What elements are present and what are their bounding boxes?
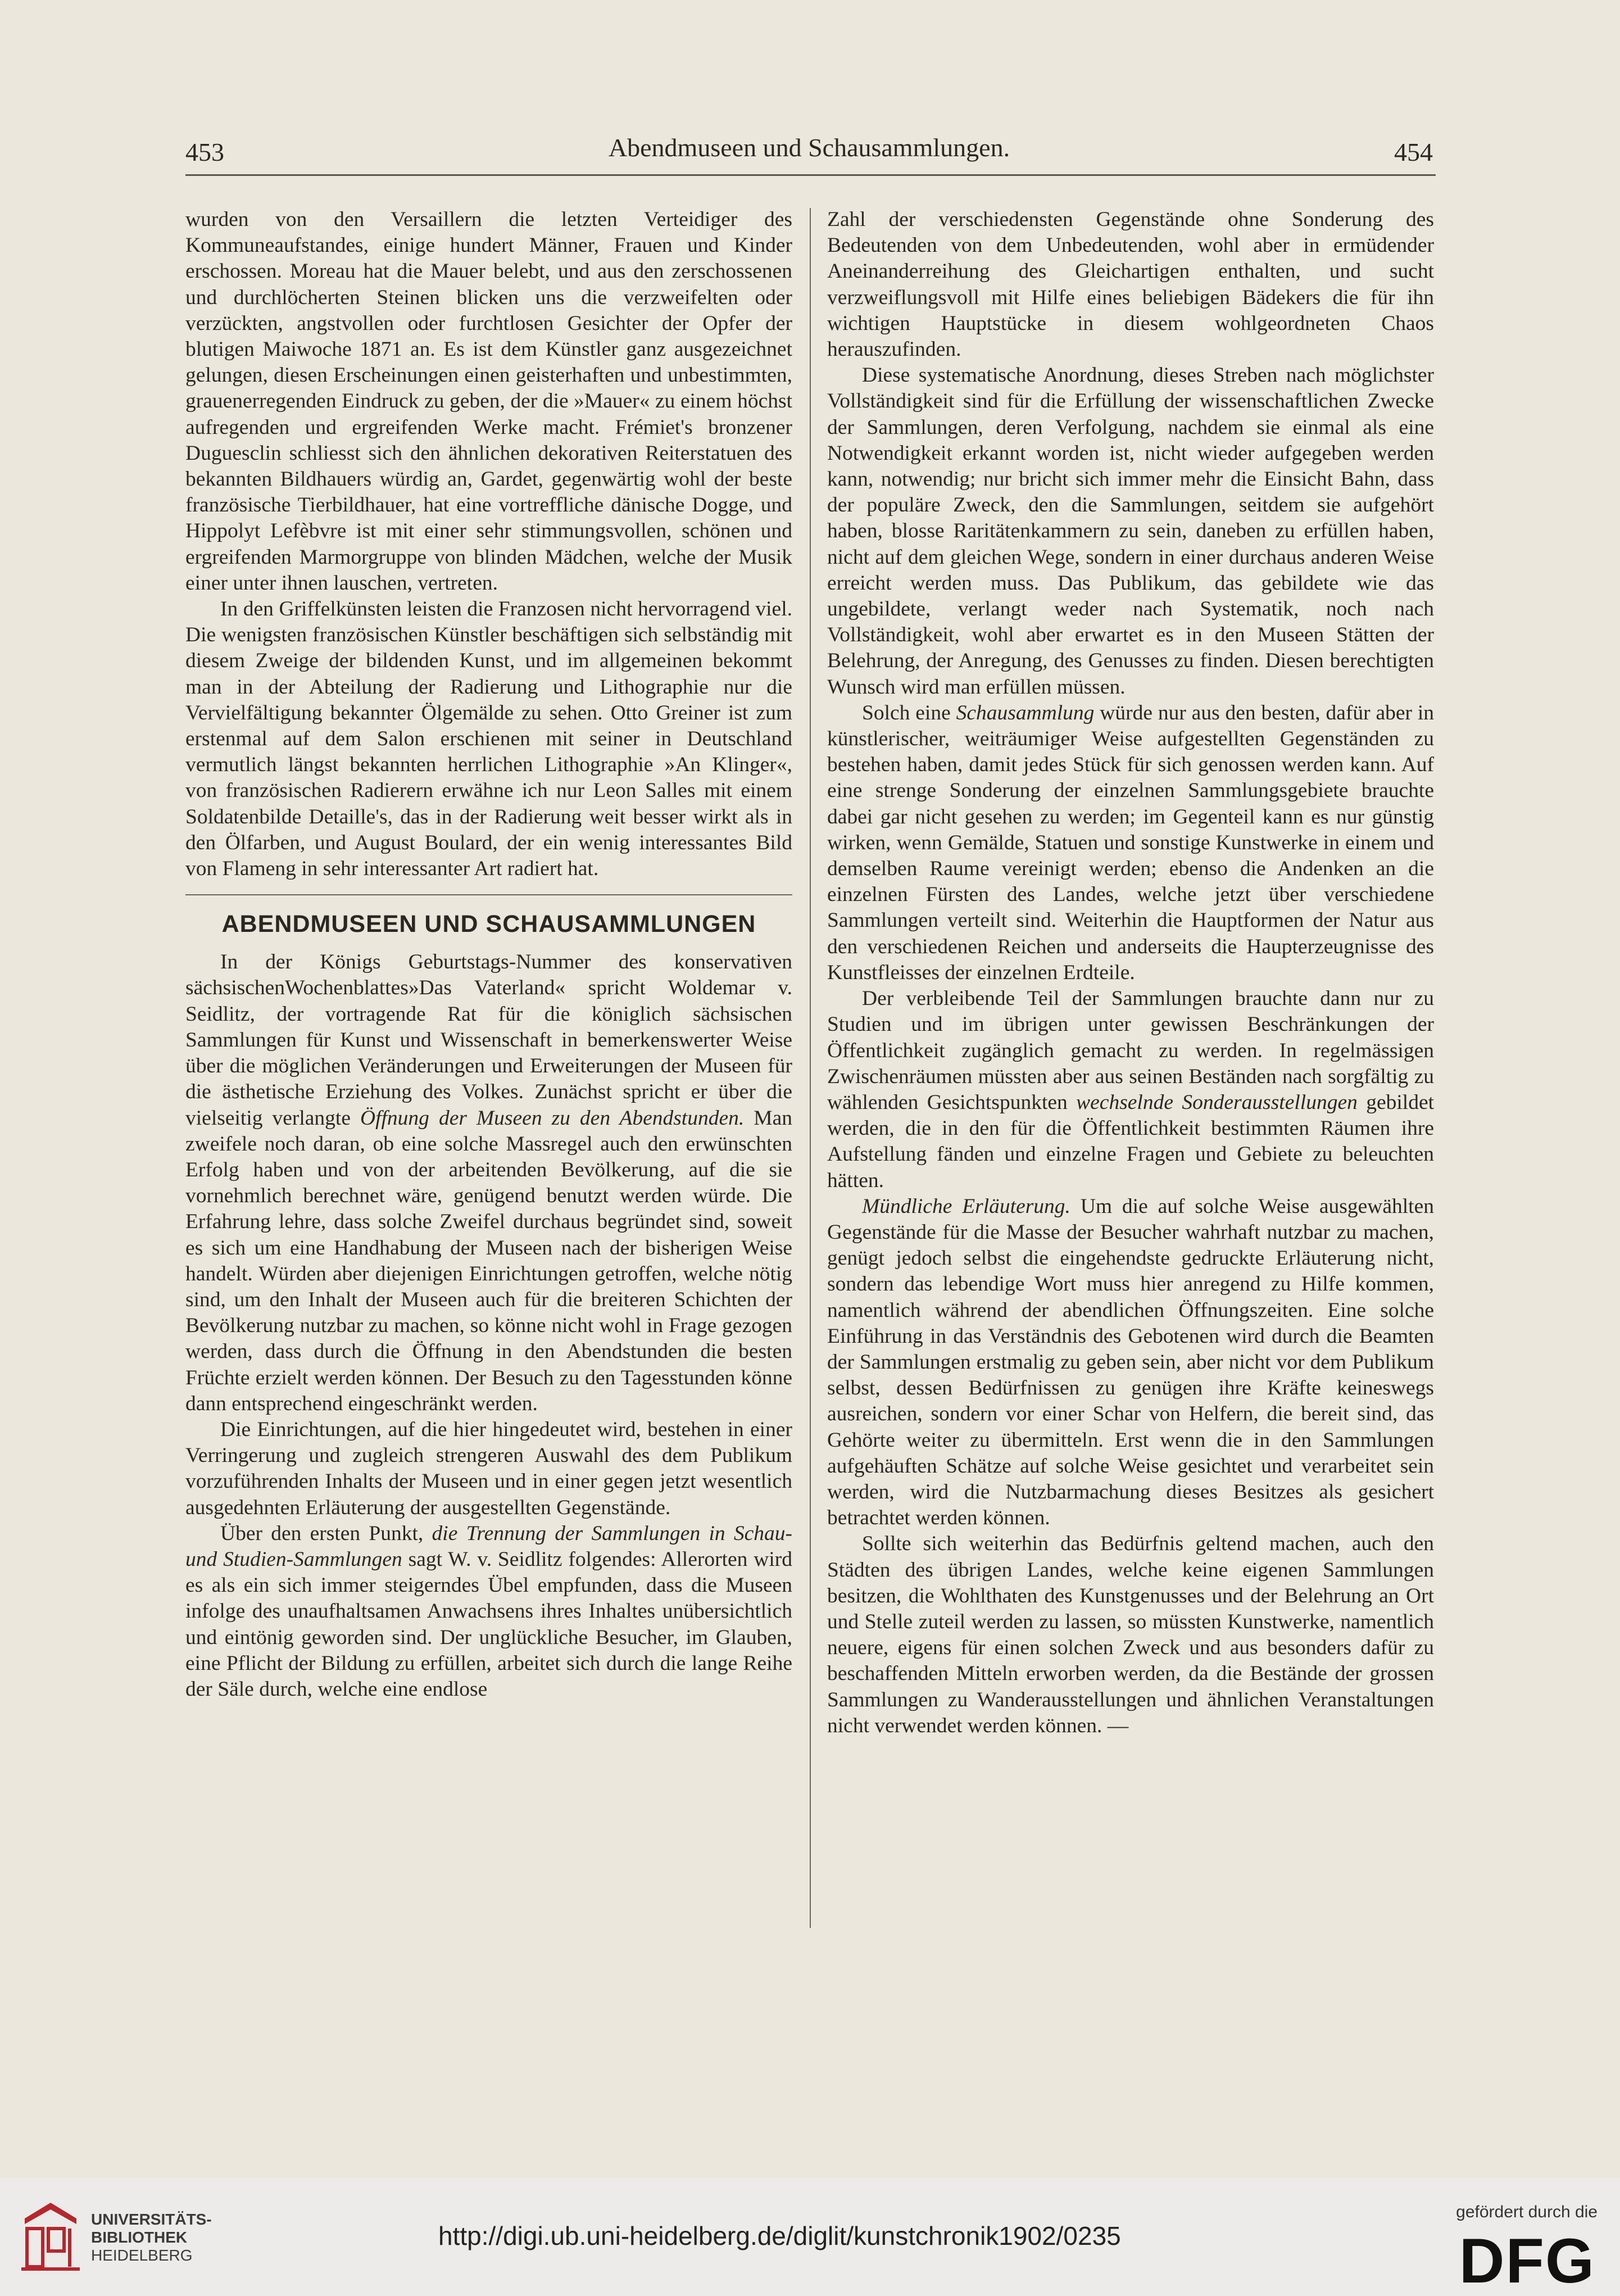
text-run: In der Königs Geburtstags-Nummer des konservativen sächsischenWochenblattes»Das Vaterland« spricht Woldemar v. Seidlitz, der vortragende Rat für die königlich sächsischen Sammlungen für Kunst und Wissenschaft in bemerkenswerter Weise über die möglichen Veränderungen und Erweiterungen der Museen für die ästhetische Erziehung des Volkes. Zunächst spricht er über die vielseitig verlangte [185,950,792,1130]
running-title: Abendmuseen und Schausammlungen. [608,133,1010,162]
library-name [91,2211,212,2265]
paragraph [185,949,792,1417]
dfg-logo: DFG [1459,2226,1595,2296]
text-run: sagt W. v. Seidlitz folgendes: Allerorten wird es als ein sich immer steigerndes Übel empfunden, dass die Museen infolge des unaufhaltsamen Anwachsens ihres Inhaltes unübersichtlich und eintönig geworden sind. Der unglückliche Besucher, im Glauben, eine Pflicht der Bildung zu erfüllen, arbeitet sich durch die lange Reihe der Säle durch, welche eine endlose [185,1547,792,1701]
footer-bar [0,2178,1620,2296]
source-url[interactable]: http://digi.ub.uni-heidelberg.de/diglit/kunstchronik1902/0235 [438,2221,1121,2250]
paragraph: Zahl der verschiedensten Gegenstände ohne Sonderung des Bedeutenden von dem Unbedeutenden, wohl aber in ermüdender Aneinanderreihung des Gleichartigen enthalten, und sucht verzweiflungsvoll mit Hilfe eines beliebigen Bädekers die für ihn wichtigen Hauptstücke in diesem wohlgeordneten Chaos herauszufinden. [827,208,1434,361]
left-column [185,207,792,1702]
paragraph [827,1194,1434,1532]
emphasis: Öffnung der Museen zu den Abendstunden. [360,1106,745,1130]
paragraph [827,986,1434,1194]
text-run: Man zweifele noch daran, ob eine solche Massregel auch den erwünschten Erfolg haben und von der arbeitenden Bevölkerung, auf die sie vornehmlich berechnet wäre, genügend benutzt werden würde. Die Erfahrung lehre, dass solche Zweifel durchaus begründet sind, soweit es sich um eine Handhabung der Museen nach der bisherigen Weise handelt. Würden aber diejenigen Einrichtungen getroffen, welche nötig sind, um den Inhalt der Museen auch für die breiteren Schichten der Bevölkerung nutzbar zu machen, so könne nicht wohl in Frage gezogen werden, dass durch die Öffnung in den Abendstunden die besten Früchte erzielt werden können. Der Besuch zu den Tagesstunden könne dann entsprechend eingeschränkt werden. [185,1106,793,1415]
text-run: Über den ersten Punkt, [220,1521,424,1545]
section-rule [185,894,792,895]
column-divider [810,208,811,1928]
emphasis: die Trennung der Sammlungen in Schau- und Studien-Sammlungen [185,1521,792,1571]
section-title: ABENDMUSEEN UND SCHAUSAMMLUNGEN [221,911,756,938]
paragraph [185,1521,792,1702]
text-run: Um die auf solche Weise ausgewählten Gegenstände für die Masse der Besucher wahrhaft nutzbar zu machen, genügt jedoch selbst die eingehendste gedruckte Erläuterung nicht, sondern das lebendige Wort muss hier anregend zu Hilfe kommen, namentlich während der abendlichen Öffnungszeiten. Eine solche Einführung in das Verständnis des Gebotenen wird durch die Beamten der Sammlungen erstmalig zu geben sein, aber nicht vor dem Publikum selbst, dessen Bedürfnissen zu genügen ihre Kräfte keineswegs ausreichen, sondern vor einer Schar von Helfern, die bereit sind, das Gehörte weiter zu übermitteln. Erst wenn die in den Sammlungen aufgehäuften Schätze auf solche Weise gesichtet und verarbeitet sein werden, wird die Nutzbarmachung dieses Besitzes als gesichert betrachtet werden können. [827,1194,1434,1530]
paragraph: Diese systematische Anordnung, dieses Streben nach möglichster Vollständigkeit sind für die Erfüllung der wissenschaftlichen Zwecke der Sammlungen, deren Verfolgung, nachdem sie einmal als eine Notwendigkeit erkannt worden ist, nicht wieder aufgegeben werden kann, notwendig; nur bricht sich immer mehr die Einsicht Bahn, dass der populäre Zweck, den die Sammlungen, seitdem sie aufgehört haben, blosse Raritätenkammern zu sein, daneben zu erfüllen haben, nicht auf dem gleichen Wege, sondern in einer durchaus anderen Weise erreicht werden muss. Das Publikum, das gebildete wie das ungebildete, verlangt weder nach Systematik, noch nach Vollständigkeit, wohl aber erwartet es in den Museen Stätten der Belehrung, der Anregung, des Genusses zu finden. Diesen berechtigten Wunsch wird man erfüllen müssen. [827,364,1434,699]
library-name-line: UNIVERSITÄTS- [91,2211,212,2228]
text-run: Solch eine [862,701,951,724]
emphasis: Schausammlung [956,701,1095,724]
university-library-logo-icon [17,2199,84,2272]
text-run: Der verbleibende Teil der Sammlungen brauchte dann nur zu Studien und im übrigen unter gewissen Beschränkungen der Öffentlichkeit zugänglich gemacht zu werden. In regelmässigen Zwischenräumen müssten aber aus seinen Beständen nach sorgfältig zu wählenden Gesichtspunkten [827,987,1434,1114]
paragraph [827,700,1434,986]
paragraph: In den Griffelkünsten leisten die Franzosen nicht hervorragend viel. Die wenigsten französischen Künstler beschäftigen sich selbständig mit diesem Zweige der bildenden Kunst, und im allgemeinen bekommt man in der Abteilung der Radierung und Lithographie nur die Vervielfältigung bekannter Ölgemälde zu sehen. Otto Greiner ist zum erstenmal auf dem Salon erschienen mit seiner in Deutschland vermutlich längst bekannten herrlichen Lithographie »An Klinger«, von französischen Radierern erwähne ich nur Leon Salles mit einem Soldatenbilde Detaille's, das in der Radierung weit besser wirkt als in den Ölfarben, und August Boulard, der ein wenig interessantes Bild von Flameng in sehr interessanter Art radiert hat. [185,597,792,881]
paragraph: Die Einrichtungen, auf die hier hingedeutet wird, bestehen in einer Verringerung und zugleich strengeren Auswahl des dem Publikum vorzuführenden Inhalts der Museen und in einer gegen jetzt wesentlich ausgedehnten Erläuterung der ausgestellten Gegenstände. [185,1418,792,1519]
emphasis: wechselnde Sonderausstellungen [1076,1090,1358,1114]
page-number-left: 453 [185,138,224,166]
library-name-line: HEIDELBERG [91,2247,193,2264]
library-name-line: BIBLIOTHEK [91,2229,188,2246]
header-rule [185,174,1436,176]
paragraph: wurden von den Versaillern die letzten Verteidiger des Kommuneaufstandes, einige hundert Männer, Frauen und Kinder erschossen. Moreau hat die Mauer belebt, und aus den zerschossenen und durchlöcherten Steinen blicken uns die verzweifelten oder verzückten, angstvollen oder furchtlosen Gesichter der Opfer der blutigen Maiwoche 1871 an. Es ist dem Künstler ganz ausgezeichnet gelungen, diesen Erscheinungen einen geisterhaften und unbestimmten, grauenerregenden Eindruck zu geben, der die »Mauer« zu einem höchst aufregenden und ergreifenden Werke macht. Frémiet's bronzener Duguesclin schliesst sich den ähnlichen dekorativen Reiterstatuen des bekannten Bildhauers würdig an, Gardet, gegenwärtig wohl der beste französische Tierbildhauer, hat eine vortreffliche dänische Dogge, und Hippolyt Lefèbvre ist mit einer sehr stimmungsvollen, schönen und ergreifenden Marmorgruppe von blinden Mädchen, welche der Musik einer unter ihnen lauschen, vertreten. [185,208,792,595]
right-column [827,207,1434,1739]
emphasis: Mündliche Erläuterung. [862,1194,1070,1218]
page-number-right: 454 [1394,138,1433,166]
funded-by-label: gefördert durch die [1456,2203,1598,2221]
page-header [185,133,1433,176]
text-run: gebildet werden, die in den für die Öffentlichkeit bestimmten Räumen ihre Aufstellung fänden und einzelne Fragen und Gebiete zu beleuchten hätten. [827,1090,1435,1192]
text-run: würde nur aus den besten, dafür aber in künstlerischer, weiträumiger Weise aufgestellten Gegenständen zu bestehen haben, damit jedes Stück für sich genossen werden kann. Auf eine strenge Sonderung der einzelnen Sammlungsgebiete brauchte dabei gar nicht gesehen zu werden; im Gegenteil kann es nur günstig wirken, wenn Gemälde, Statuen und sonstige Kunstwerke in einem und demselben Raume vereinigt werden; ebenso die Andenken an die einzelnen Fürsten des Landes, welche jetzt über verschiedene Sammlungen verteilt sind. Weiterhin die Hauptformen der Natur aus den verschiedenen Reichen und anderseits die Haupterzeugnisse des Kunstfleisses der einzelnen Erdteile. [827,701,1435,984]
paragraph: Sollte sich weiterhin das Bedürfnis geltend machen, auch den Städten des übrigen Landes, welche keine eigenen Sammlungen besitzen, die Wohlthaten des Kunstgenusses und der Belehrung an Ort und Stelle zuteil werden zu lassen, so müssten Kunstwerke, namentlich neuere, eigens für einen solchen Zweck und aus besonders dafür zu beschaffenden Mitteln erworben werden, da die Bestände der grossen Sammlungen zu Wanderausstellungen und ähnlichen Veranstaltungen nicht verwendet werden können. — [827,1532,1434,1737]
